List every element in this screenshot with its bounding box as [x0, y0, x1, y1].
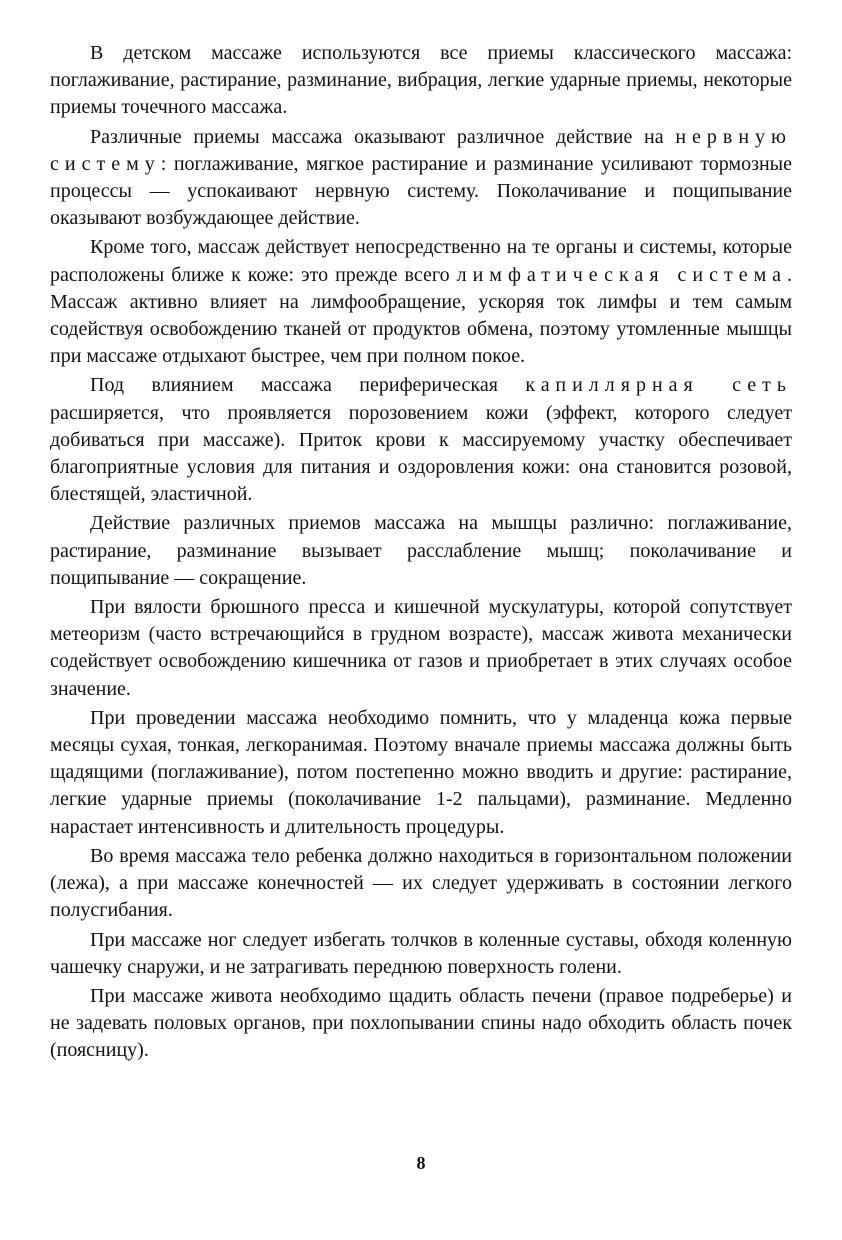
paragraph	[50, 705, 792, 841]
text-run: При проведении массажа необходимо помнить, что у младенца кожа первые месяцы сухая, тонкая, легкоранимая. Поэтому вначале приемы массажа должны быть щадящими (поглаживание), потом постепенно можно вводить и другие: растирание, легкие ударные приемы (поколачивание 1-2 пальцами), разминание. Медленно нарастает интенсивность и длительность процедуры.	[50, 706, 792, 838]
text-run: При массаже ног следует избегать толчков в коленные суставы, обходя коленную чашечку снаружи, и не затрагивать переднюю поверхность голени.	[50, 928, 792, 978]
emphasized-term: капиллярная сеть	[525, 374, 793, 397]
emphasized-term: лимфатическая система	[456, 263, 787, 286]
text-run: Действие различных приемов массажа на мышцы различно: поглаживание, растирание, разминание вызывает расслабление мышц; поколачивание и пощипывание — сокращение.	[50, 512, 792, 589]
paragraph	[50, 927, 792, 981]
text-run: Кроме того, массаж действует непосредственно на те органы и системы, которые расположены ближе к коже: это прежде всего	[50, 236, 792, 286]
paragraph	[50, 372, 792, 508]
text-run: В детском массаже используются все приемы классического массажа: поглаживание, растирание, разминание, вибрация, легкие ударные приемы, некоторые приемы точечного массажа.	[50, 42, 792, 119]
text-run: расширяется, что проявляется порозовением кожи (эффект, которого следует добиваться при массаже). Приток крови к массируемому участку обеспечивает благоприятные условия для питания и оздоровления кожи: она становится розовой, блестящей, эластичной.	[50, 401, 792, 506]
text-run: При вялости брюшного пресса и кишечной мускулатуры, которой сопутствует метеоризм (часто встречающийся в грудном возрасте), массаж живота механически содействует освобождению кишечника от газов и приобретает в этих случаях особое значение.	[50, 596, 792, 700]
paragraph	[50, 843, 792, 925]
text-run: При массаже живота необходимо щадить область печени (правое подреберье) и не задевать половых органов, при похлопывании спины надо обходить область почек (поясницу).	[50, 984, 792, 1062]
text-run: Под влиянием массажа периферическая	[90, 374, 526, 397]
paragraph	[50, 124, 792, 233]
paragraph	[50, 40, 792, 122]
paragraph	[50, 234, 792, 370]
body-text	[50, 40, 792, 1065]
paragraph	[50, 594, 792, 703]
text-run: Различные приемы массажа оказывают различное действие на	[90, 125, 676, 148]
emphasized-term: нервную систему	[50, 125, 792, 175]
paragraph	[50, 510, 792, 592]
text-run: : поглаживание, мягкое растирание и разминание усиливают тормозные процессы — успокаивают нервную систему. Поколачивание и пощипывание оказывают возбуждающее действие.	[50, 152, 792, 230]
text-run: . Массаж активно влияет на лимфообращение, ускоряя ток лимфы и тем самым содействуя освобождению тканей от продуктов обмена, поэтому утомленные мышцы при массаже отдыхают быстрее, чем при полном покое.	[50, 263, 792, 368]
page-number: 8	[416, 1153, 426, 1173]
text-run: Во время массажа тело ребенка должно находиться в горизонтальном положении (лежа), а при массаже конечностей — их следует удерживать в состоянии легкого полусгибания.	[50, 844, 792, 922]
paragraph	[50, 983, 792, 1065]
